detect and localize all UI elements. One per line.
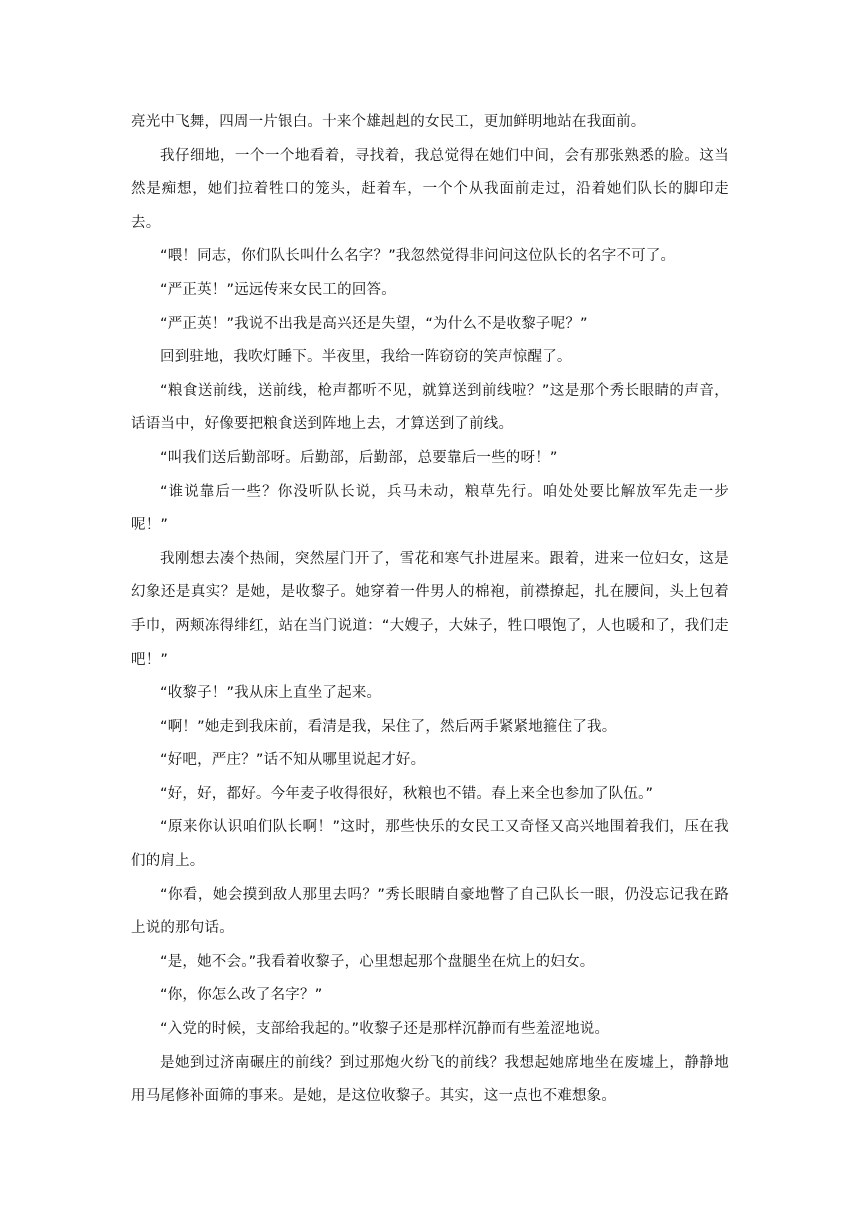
- paragraph-20: 是她到过济南碾庄的前线？到过那炮火纷飞的前线？我想起她席地坐在废墟上，静静地用马尾修补面筛的事来。是她，是这位收黎子。其实，这一点也不难想象。: [131, 1054, 729, 1105]
- paragraph-14: “好，好，都好。今年麦子收得很好，秋粮也不错。春上来全也参加了队伍。”: [160, 785, 654, 802]
- paragraph-17: “是，她不会。”我看着收黎子，心里想起那个盘腿坐在炕上的妇女。: [160, 953, 595, 970]
- paragraph-11: “收黎子！”我从床上直坐了起来。: [160, 685, 382, 702]
- paragraph-7: “粮食送前线，送前线，枪声都听不见，就算送到前线啦？”这是那个秀长眼睛的声音，话语当中，好像要把粮食送到阵地上去，才算送到了前线。: [131, 382, 729, 433]
- paragraph-10: 我刚想去凑个热闹，突然屋门开了，雪花和寒气扑进屋来。跟着，进来一位妇女，这是幻象还是真实？是她，是收黎子。她穿着一件男人的棉袍，前襟撩起，扎在腰间，头上包着手巾，两颊冻得绯红，站在当门说道：“大嫂子，大妹子，牲口喂饱了，人也暖和了，我们走吧！”: [131, 550, 729, 668]
- paragraph-2: 我仔细地，一个一个地看着，寻找着，我总觉得在她们中间，会有那张熟悉的脸。这当然是痴想，她们拉着牲口的笼头，赶着车，一个个从我面前走过，沿着她们队长的脚印走去。: [131, 147, 729, 231]
- paragraph-15: “原来你认识咱们队长啊！”这时，那些快乐的女民工又奇怪又高兴地围着我们，压在我们的肩上。: [131, 819, 729, 870]
- paragraph-18: “你，你怎么改了名字？”: [160, 987, 323, 1004]
- paragraph-5: “严正英！”我说不出我是高兴还是失望，“为什么不是收黎子呢？”: [160, 315, 588, 332]
- paragraph-19: “入党的时候，支部给我起的。”收黎子还是那样沉静而有些羞涩地说。: [160, 1021, 610, 1038]
- paragraph-4: “严正英！”远远传来女民工的回答。: [160, 281, 396, 298]
- paragraph-3: “喂！同志，你们队长叫什么名字？”我忽然觉得非问问这位队长的名字不可了。: [160, 248, 676, 265]
- paragraph-6: 回到驻地，我吹灯睡下。半夜里，我给一阵窃窃的笑声惊醒了。: [160, 349, 572, 366]
- paragraph-9: “谁说靠后一些？你没听队长说，兵马未动，粮草先行。咱处处要比解放军先走一步呢！”: [131, 483, 729, 534]
- paragraph-12: “啊！”她走到我床前，看清是我，呆住了，然后两手紧紧地箍住了我。: [160, 718, 617, 735]
- paragraph-1: 亮光中飞舞，四周一片银白。十来个雄赳赳的女民工，更加鲜明地站在我面前。: [131, 114, 646, 130]
- paragraph-13: “好吧，严庄？”话不知从哪里说起才好。: [160, 752, 426, 769]
- paragraph-8: “叫我们送后勤部呀。后勤部，后勤部，总要靠后一些的呀！”: [160, 449, 558, 466]
- article-body: [131, 106, 729, 1114]
- paragraph-16: “你看，她会摸到敌人那里去吗？”秀长眼睛自豪地瞥了自己队长一眼，仍没忘记我在路上说的那句话。: [131, 886, 729, 937]
